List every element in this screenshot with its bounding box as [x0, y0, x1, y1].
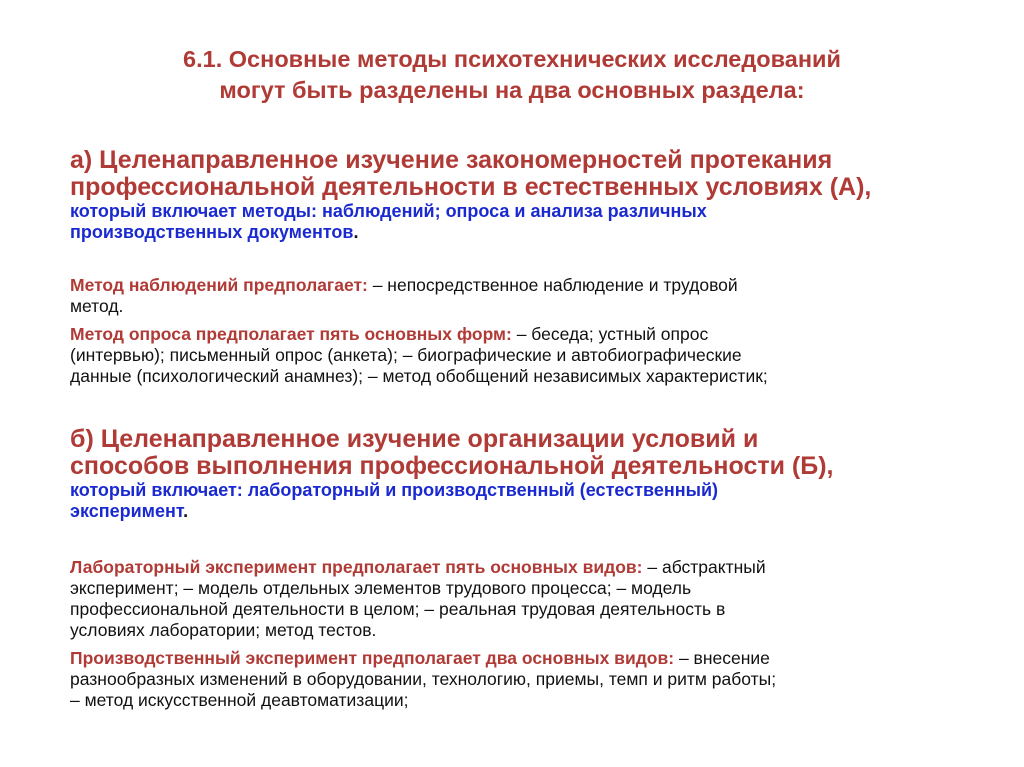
survey-method	[70, 324, 990, 387]
observation-method	[70, 275, 990, 317]
lab-line-1	[70, 557, 990, 578]
lab-line-3: профессиональной деятельности в целом; – реальная трудовая деятельность в	[70, 599, 726, 619]
survey-line-1-rest: – беседа; устный опрос	[511, 324, 709, 344]
section-b-methods-text: эксперимент	[70, 501, 184, 521]
section-b-heading	[70, 426, 990, 480]
survey-lead: Метод опроса предполагает пять основных форм:	[70, 324, 512, 344]
section-a-methods-line-2	[70, 222, 990, 243]
survey-line-1	[70, 324, 990, 345]
lab-line-4: условиях лаборатории; метод тестов.	[70, 620, 377, 640]
production-line-2: разнообразных изменений в оборудовании, технологию, приемы, темп и ритм работы;	[70, 669, 777, 689]
section-b-methods-period: .	[183, 501, 189, 521]
lab-lead: Лабораторный эксперимент предполагает пять основных видов:	[70, 557, 643, 577]
lab-experiment	[70, 557, 990, 641]
title-line-2: могут быть разделены на два основных раздела:	[219, 77, 805, 103]
section-a-heading-line-1: а) Целенаправленное изучение закономерностей протекания	[70, 146, 833, 174]
title-line-1: 6.1. Основные методы психотехнических исследований	[183, 46, 841, 72]
observation-line-1-rest: – непосредственное наблюдение и трудовой	[367, 275, 738, 295]
survey-line-2: (интервью); письменный опрос (анкета); – биографические и автобиографические	[70, 345, 742, 365]
section-b-methods-line-1: который включает: лабораторный и производственный (естественный)	[70, 480, 718, 500]
section-a-methods	[70, 201, 990, 243]
section-a-heading	[70, 147, 990, 201]
section-b-heading-line-1: б) Целенаправленное изучение организации условий и	[70, 425, 759, 453]
survey-line-3: данные (психологический анамнез); – метод обобщений независимых характеристик;	[70, 366, 768, 386]
section-b-heading-line-2: способов выполнения профессиональной деятельности (Б),	[70, 452, 834, 480]
production-line-1-rest: – внесение	[674, 648, 770, 668]
lab-line-1-rest: – абстрактный	[642, 557, 766, 577]
section-a-methods-period: .	[353, 222, 359, 242]
production-experiment	[70, 648, 990, 711]
section-b	[70, 426, 990, 522]
observation-line-1	[70, 275, 990, 296]
section-a-methods-line-1: который включает методы: наблюдений; опроса и анализа различных	[70, 201, 707, 221]
section-a-heading-line-2: профессиональной деятельности в естественных условиях (А),	[70, 173, 872, 201]
section-a	[70, 147, 990, 243]
production-line-1	[70, 648, 990, 669]
section-b-methods	[70, 480, 990, 522]
observation-line-2: метод.	[70, 296, 124, 316]
slide-title	[0, 44, 1024, 106]
section-b-methods-line-2	[70, 501, 990, 522]
observation-lead: Метод наблюдений предполагает:	[70, 275, 368, 295]
section-a-methods-text: производственных документов	[70, 222, 354, 242]
lab-line-2: эксперимент; – модель отдельных элементов трудового процесса; – модель	[70, 578, 692, 598]
production-line-3: – метод искусственной деавтоматизации;	[70, 690, 409, 710]
production-lead: Производственный эксперимент предполагает два основных видов:	[70, 648, 675, 668]
